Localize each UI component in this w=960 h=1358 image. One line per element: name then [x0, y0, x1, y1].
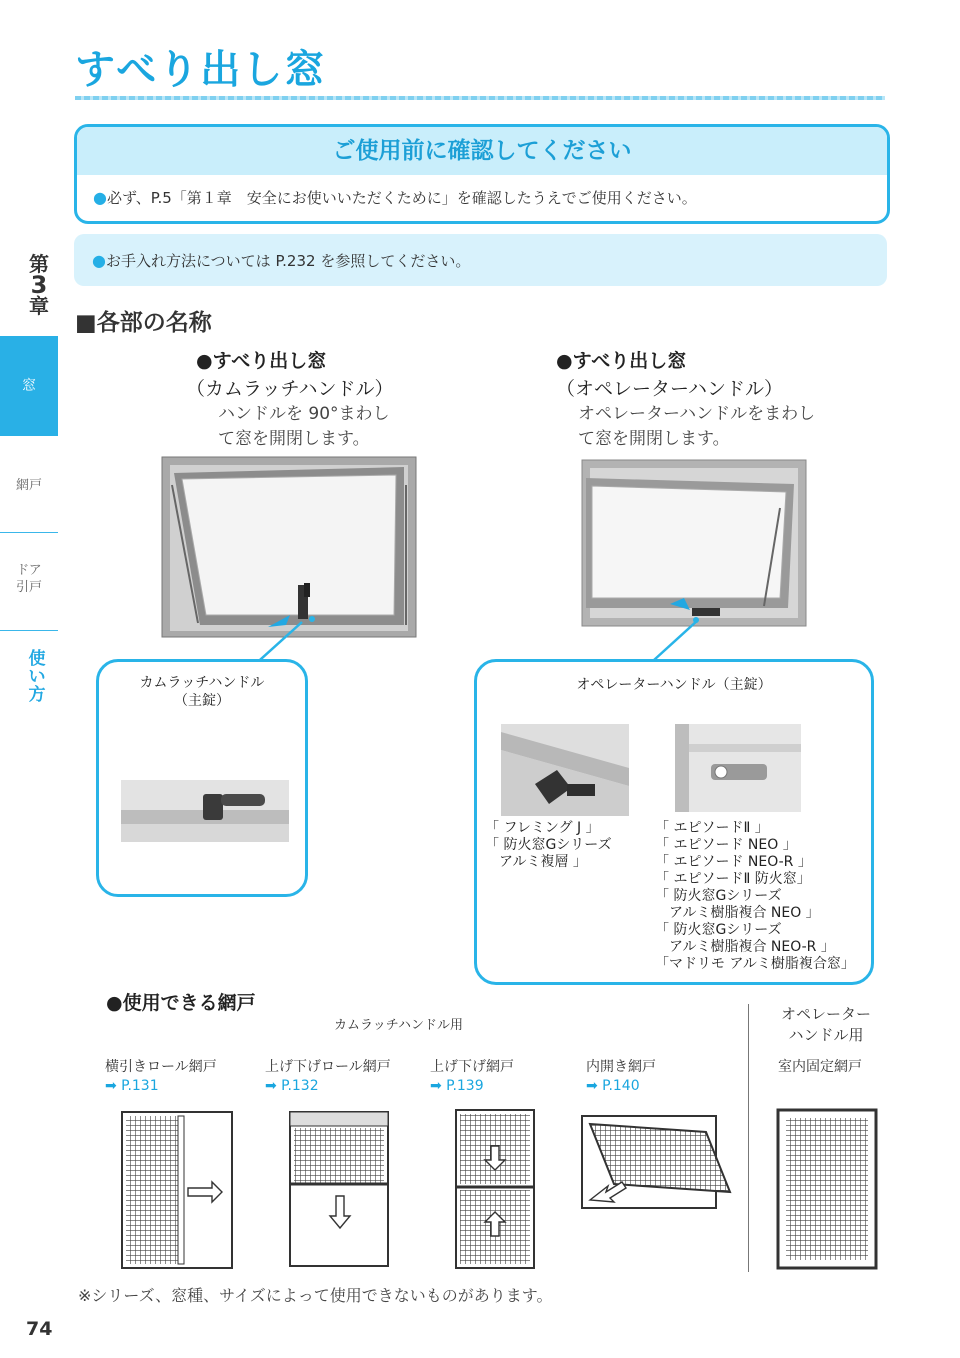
- bullet-icon: ●: [93, 188, 107, 207]
- nav-tab-window[interactable]: 窓: [0, 336, 58, 436]
- oper-callout-title: オペレーターハンドル（主錠）: [576, 677, 772, 693]
- screens-oper-group: オペレーター ハンドル用: [780, 1005, 871, 1044]
- sliding-roll-screen-drawing: [122, 1112, 232, 1268]
- screens-heading: ●使用できる網戸: [106, 992, 256, 1014]
- fixed-interior-screen-drawing: [778, 1110, 876, 1268]
- inward-opening-screen-drawing: [582, 1116, 730, 1208]
- screen-item-vertical-roll[interactable]: 上げ下げロール網戸 ➡ P.132: [265, 1059, 391, 1094]
- footnote: ※シリーズ、窓種、サイズによって使用できないものがあります。: [78, 1286, 553, 1305]
- cam-subheading: （カムラッチハンドル）: [186, 378, 394, 400]
- double-hung-screen-drawing: [456, 1110, 534, 1268]
- caution-heading: ご使用前に確認してください: [77, 127, 887, 175]
- oper-heading: ●すべり出し窓: [556, 350, 687, 372]
- screen-item-inward-opening[interactable]: 内開き網戸 ➡ P.140: [586, 1059, 656, 1094]
- screen-item-sliding-roll[interactable]: 横引きロール網戸 ➡ P.131: [105, 1059, 217, 1094]
- screen-item-fixed-interior[interactable]: 室内固定網戸: [778, 1059, 862, 1075]
- oper-description: オペレーターハンドルをまわし て窓を開閉します。: [578, 404, 816, 449]
- cam-callout-title: カムラッチハンドル （主錠）: [139, 675, 265, 709]
- caution-text: 必ず、P.5「第１章 安全にお使いいただくために」を確認したうえでご使用ください。: [106, 189, 697, 207]
- care-text: お手入れ方法については P.232 を参照してください。: [105, 252, 471, 270]
- nav-tab-usage[interactable]: 使 い 方: [28, 649, 46, 705]
- page-number: 74: [26, 1318, 53, 1340]
- nav-tab-screen[interactable]: 網戸: [15, 478, 42, 493]
- cam-description: ハンドルを 90°まわし て窓を開閉します。: [218, 404, 390, 449]
- oper-series-list-right: 「 エピソードⅡ 」 「 エピソード NEO 」 「 エピソード NEO-R 」 「 エピソードⅡ 防火窓」 「 防火窓Gシリーズ アルミ樹脂複合 NEO 」 「 防火窓Gシリーズ アルミ樹脂複合 NEO-R 」 「マドリモ アルミ樹脂複合窓」: [655, 820, 855, 972]
- nav-tab-door[interactable]: ドア 引戸: [15, 563, 42, 595]
- cam-heading: ●すべり出し窓: [196, 350, 327, 372]
- vertical-roll-screen-drawing: [290, 1112, 388, 1266]
- oper-subheading: （オペレーターハンドル）: [556, 378, 784, 400]
- screens-cam-group: カムラッチハンドル用: [334, 1018, 463, 1033]
- chapter-label: 第 3 章: [29, 252, 49, 318]
- section-title: ■各部の名称: [75, 310, 212, 336]
- page-title: すべり出し窓: [75, 47, 327, 93]
- screen-item-double-hung[interactable]: 上げ下げ網戸 ➡ P.139: [430, 1059, 514, 1094]
- bullet-icon: ●: [92, 251, 106, 270]
- oper-series-list-left: 「 フレミング J 」 「 防火窓Gシリーズ アルミ複層 」: [485, 820, 612, 870]
